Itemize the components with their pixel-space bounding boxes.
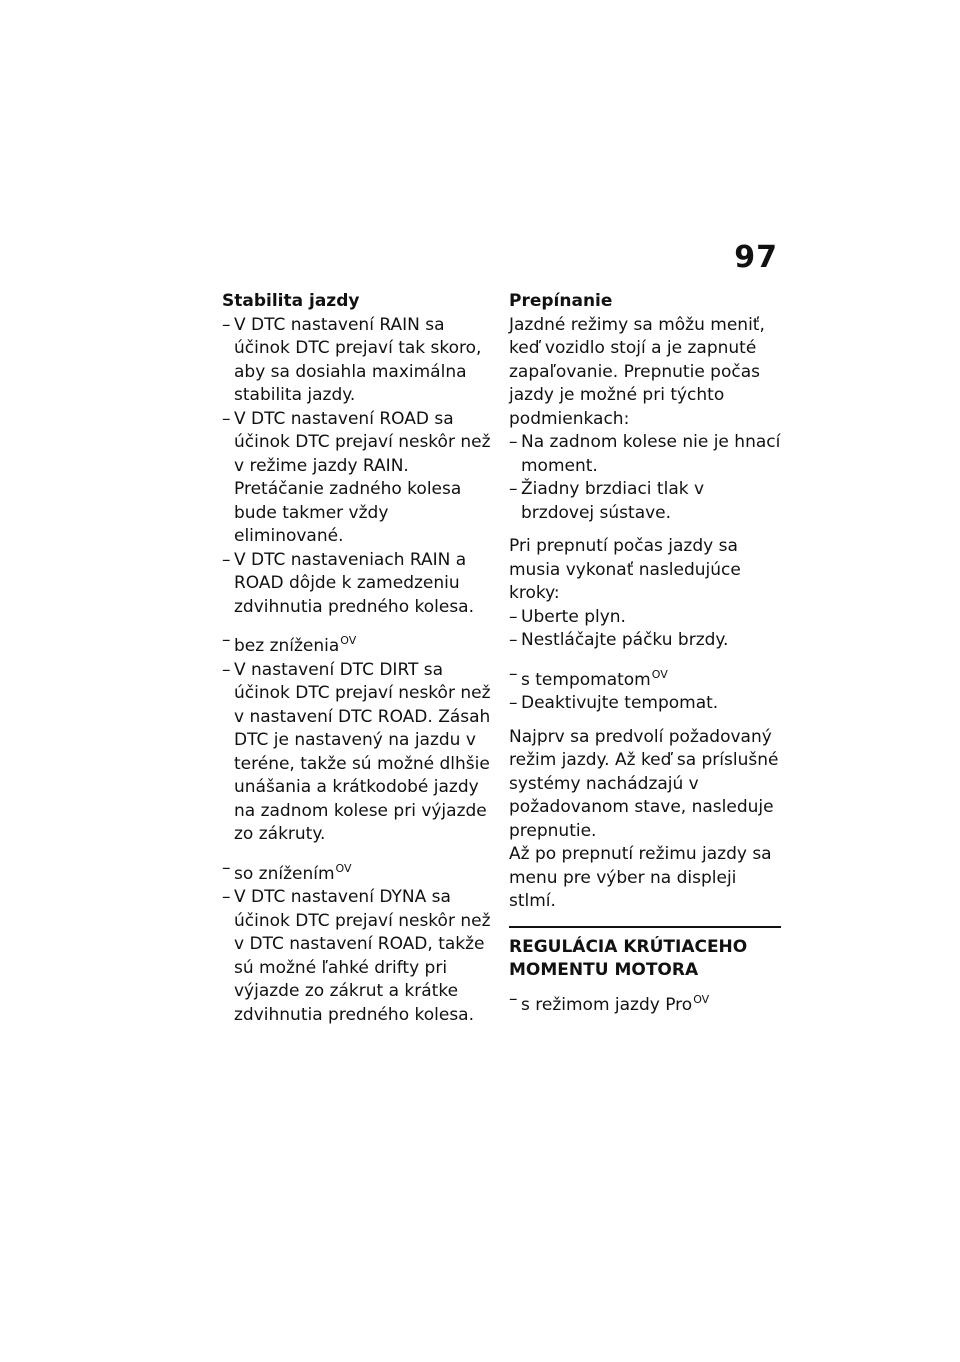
stability-list (222, 314, 494, 620)
right-column (509, 290, 781, 1017)
list-item: – Na zadnom kolese nie je hnací moment. (509, 431, 781, 478)
condition-without-lowering (222, 629, 494, 659)
section-title-stability: Stabilita jazdy (222, 291, 360, 311)
list-item: – Deaktivujte tempomat. (509, 692, 781, 716)
section-title-torque-control: REGULÁCIA KRÚTIACEHO MOMENTU MOTORA (509, 936, 748, 980)
condition-with-lowering (222, 857, 494, 887)
list-item: – V DTC nastavení ROAD sa účinok DTC prejaví neskôr než v režime jazdy RAIN. Pretáčanie zadného kolesa bude takmer vždy eliminované. (222, 408, 494, 549)
menu-dim-paragraph: Až po prepnutí režimu jazdy sa menu pre výber na displeji stlmí. (509, 844, 772, 911)
dirt-list (222, 659, 494, 847)
condition-text: bez zníženia (234, 636, 340, 656)
list-item: – Uberte plyn. (509, 606, 781, 630)
list-item: – V nastavení DTC DIRT sa účinok DTC prejaví neskôr než v nastavení DTC ROAD. Zásah DTC je nastavený na jazdu v teréne, takže sú možné dlhšie unášania a krátkodobé jazdy na zadnom kolese pri výjazde zo zákruty. (222, 659, 494, 847)
list-item: – V DTC nastavení RAIN sa účinok DTC prejaví tak skoro, aby sa dosiahla maximálna stabilita jazdy. (222, 314, 494, 408)
condition-text: s tempomatom (521, 669, 651, 690)
section-title-switching: Prepínanie (509, 291, 613, 311)
switching-conditions-list (509, 431, 781, 525)
switching-steps-intro: Pri prepnutí počas jazdy sa musia vykonať nasledujúce kroky: (509, 536, 741, 603)
list-item: – V DTC nastaveniach RAIN a ROAD dôjde k zamedzeniu zdvihnutia predného kolesa. (222, 549, 494, 620)
list-item: – Nestláčajte páčku brzdy. (509, 629, 781, 653)
left-column (222, 290, 494, 1027)
condition-cruise-control (509, 663, 781, 693)
cruise-control-list (509, 692, 781, 716)
section-divider (509, 926, 781, 928)
option-superscript: OV (335, 861, 352, 875)
condition-text: so znížením (234, 863, 335, 884)
list-item: – Žiadny brzdiaci tlak v brzdovej sústave. (509, 478, 781, 525)
option-superscript: OV (651, 667, 668, 681)
page-number: 97 (734, 240, 778, 275)
preselect-paragraph: Najprv sa predvolí požadovaný režim jazdy. Až keď sa príslušné systémy nachádzajú v požadovanom stave, nasleduje prepnutie. (509, 726, 779, 841)
option-superscript: OV (340, 634, 357, 647)
switching-intro: Jazdné režimy sa môžu meniť, keď vozidlo stojí a je zapnuté zapaľovanie. Prepnutie počas jazdy je možné pri týchto podmienkach: (509, 314, 765, 429)
condition-text: s režimom jazdy Pro (521, 994, 693, 1015)
condition-pro-mode (509, 988, 781, 1018)
switching-steps-list (509, 606, 781, 653)
dyna-list (222, 886, 494, 1027)
list-item: – V DTC nastavení DYNA sa účinok DTC prejaví neskôr než v DTC nastavení ROAD, takže sú možné ľahké drifty pri výjazde zo zákrut a krátke zdvihnutia predného kolesa. (222, 886, 494, 1027)
option-superscript: OV (693, 992, 710, 1006)
